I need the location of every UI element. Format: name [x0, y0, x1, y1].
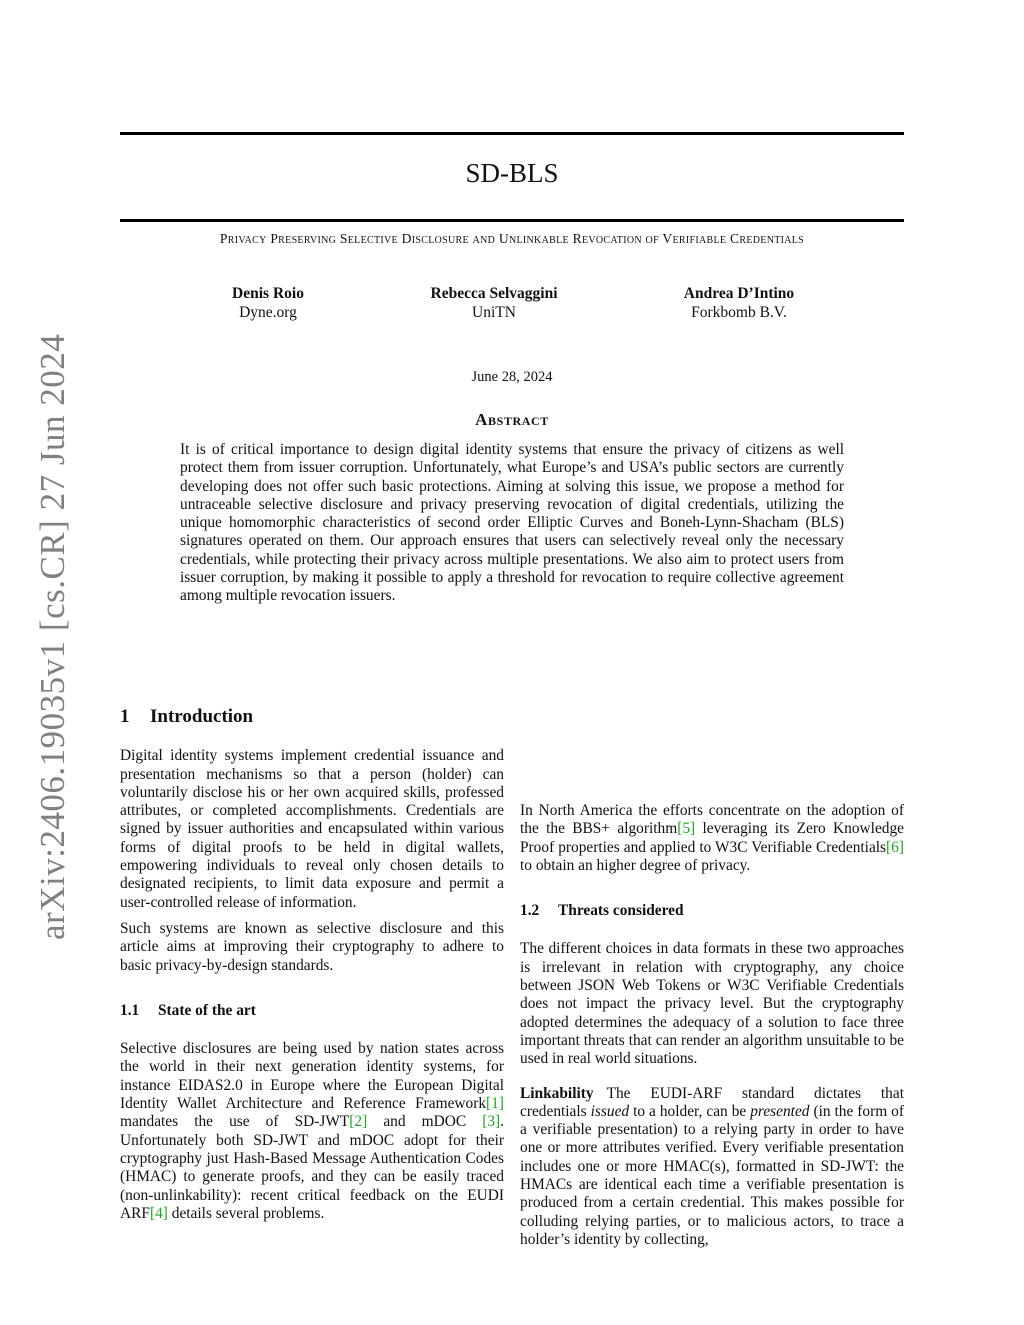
- author-block: [629, 284, 849, 322]
- text-run: Selective disclosures are being used by nation states across the world in their next generation identity systems, for instance EIDAS2.0 in Europe where the European Digital Identity Wallet Architecture and Reference Framework: [120, 1040, 504, 1113]
- right-column: [520, 802, 904, 1257]
- section-number: 1: [120, 706, 130, 727]
- text-run: to obtain an higher degree of privacy.: [520, 856, 751, 874]
- intro-paragraph: Such systems are known as selective disclosure and this article aims at improving their cryptography to adhere to basic privacy-by-design standards.: [120, 919, 504, 974]
- title-rule: [120, 219, 904, 222]
- citation-link[interactable]: [4]: [149, 1204, 168, 1222]
- citation-link[interactable]: [6]: [886, 838, 904, 856]
- emphasis: presented: [750, 1102, 810, 1120]
- sota-paragraph: [520, 802, 904, 875]
- publication-date: June 28, 2024: [471, 369, 553, 385]
- arxiv-identifier: arXiv:2406.19035v1 [cs.CR] 27 Jun 2024: [33, 333, 72, 940]
- subsection-heading-threats: [520, 902, 904, 920]
- citation-link[interactable]: [2]: [349, 1113, 368, 1131]
- subsection-heading-state-of-the-art: [120, 1002, 504, 1020]
- author-name: Denis Roio: [232, 285, 304, 302]
- abstract-text: It is of critical importance to design digital identity systems that ensure the privacy of citizens as well protect them from issuer corruption. Unfortunately, what Europe’s and USA’s public sectors are currently developing does not offer such basic protections. Aiming at solving this issue, we propose a method for untraceable selective disclosure and privacy preserving revocation of digital credentials, utilizing the unique homomorphic characteristics of second order Elliptic Curves and Boneh-Lynn-Shacham (BLS) signatures operated on them. Our approach ensures that users can selectively reveal only the necessary credentials, while protecting their privacy across multiple presentations. We also aim to protect users from issuer corruption, by making it possible to apply a threshold for revocation to require collective agreement among multiple revocation issuers.: [180, 441, 844, 605]
- text-run: In North America the efforts concentrate on the adoption of the the BBS+ algorithm: [520, 802, 904, 838]
- left-column: [120, 706, 504, 1231]
- author-block: [158, 284, 378, 322]
- linkability-paragraph: [520, 1085, 904, 1250]
- paper-subtitle: Privacy Preserving Selective Disclosure and Unlinkable Revocation of Verifiable Credentials: [219, 231, 805, 246]
- paragraph-run-in-heading: Linkability: [520, 1084, 594, 1102]
- intro-paragraph: Digital identity systems implement credential issuance and presentation mechanisms so that a person (holder) can voluntarily disclose his or her own acquired skills, professed attributes, or completed accomplishments. Credentials are signed by issuer authorities and encapsulated within various forms of digital proofs to be held in digital wallets, empowering individuals to reveal only chosen details to designated recipients, to limit data exposure and permit a user-controlled release of information.: [120, 747, 504, 911]
- author-affiliation: Forkbomb B.V.: [691, 304, 787, 321]
- citation-link[interactable]: [3]: [482, 1113, 501, 1131]
- emphasis: issued: [590, 1102, 630, 1120]
- text-run: leveraging its Zero Knowledge Proof properties and applied to W3C Verifiable Credentials: [520, 820, 904, 856]
- author-affiliation: Dyne.org: [239, 304, 297, 321]
- text-run: (in the form of a verifiable presentation) to a relying party in order to have one or more attributes verified. Every verifiable presentation includes one or more HMAC(s), formatted in SD-JWT: the HMACs are identical each time a verifiable presentation is produced from a certain credential. This makes possible for colluding relying parties, or to malicious actors, to trace a holder’s identity by collecting,: [520, 1102, 904, 1248]
- subsection-number: 1.1: [120, 1001, 140, 1019]
- text-run: mandates the use of SD-JWT: [120, 1113, 350, 1131]
- section-title: Introduction: [150, 706, 254, 727]
- text-run: . Unfortunately both SD-JWT and mDOC adopt for their cryptography just Hash-Based Message Authentication Codes (HMAC) to generate proofs, and they can be easily traced (non-unlinkability): recent critical feedback on the EUDI ARF: [120, 1113, 504, 1222]
- abstract-heading: Abstract: [475, 410, 549, 429]
- top-rule: [120, 132, 904, 135]
- author-affiliation: UniTN: [472, 304, 516, 321]
- sota-paragraph: [120, 1040, 504, 1223]
- author-block: [384, 284, 604, 322]
- text-run: The EUDI-ARF standard dictates that credentials: [520, 1084, 904, 1120]
- author-name: Andrea D’Intino: [683, 285, 795, 302]
- subsection-title: State of the art: [158, 1001, 256, 1019]
- text-run: to a holder, can be: [629, 1102, 751, 1120]
- paper-title: SD-BLS: [465, 158, 559, 188]
- subsection-title: Threats considered: [558, 902, 684, 920]
- author-name: Rebecca Selvaggini: [430, 285, 558, 302]
- text-run: details several problems.: [167, 1204, 325, 1222]
- subsection-number: 1.2: [520, 902, 540, 920]
- citation-link[interactable]: [5]: [677, 820, 696, 838]
- section-heading-introduction: [120, 708, 504, 726]
- text-run: and mDOC: [367, 1113, 483, 1131]
- citation-link[interactable]: [1]: [486, 1095, 504, 1113]
- threats-paragraph: The different choices in data formats in these two approaches is irrelevant in relation with cryptography, any choice between JSON Web Tokens or W3C Verifiable Credentials does not impact the privacy level. But the cryptography adopted determines the adequacy of a solution to face three important threats that can render an algorithm unsuitable to be used in real world situations.: [520, 940, 904, 1068]
